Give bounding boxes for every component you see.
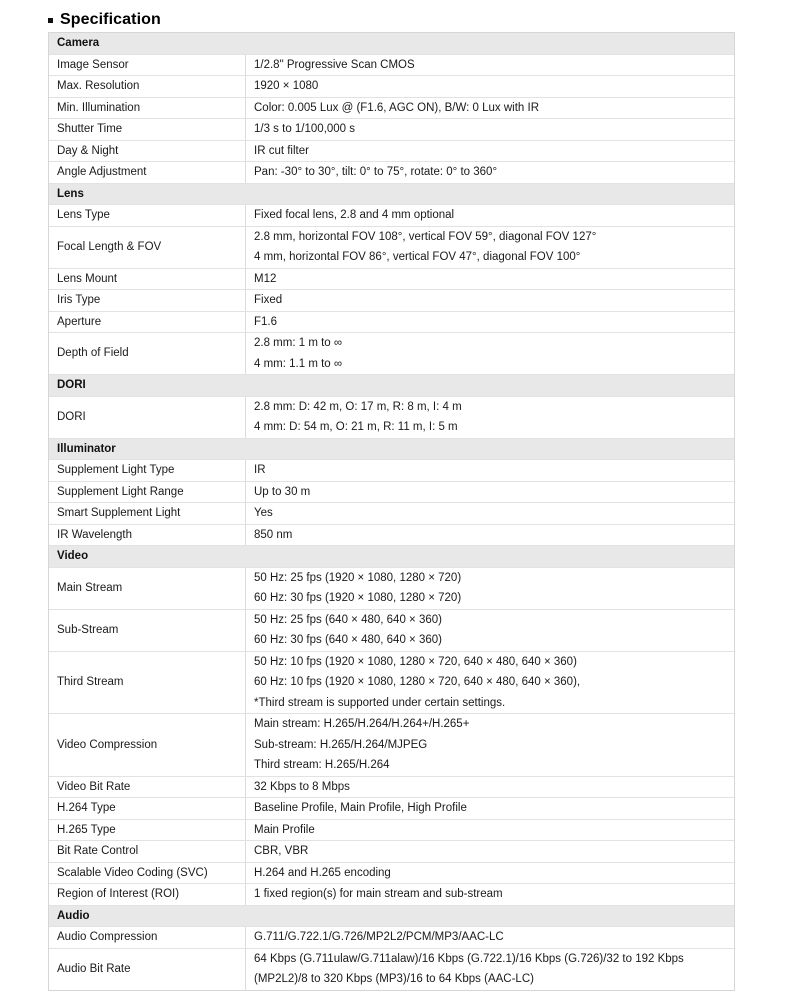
spec-value-line: Third stream: H.265/H.264 [254, 759, 390, 771]
spec-label: Supplement Light Type [49, 460, 246, 481]
spec-value [246, 503, 734, 524]
spec-row [49, 776, 734, 798]
spec-value-line: Up to 30 m [254, 485, 311, 498]
spec-value-line: 1 fixed region(s) for main stream and sub-stream [254, 888, 503, 900]
spec-value-line: 50 Hz: 25 fps (1920 × 1080, 1280 × 720) [254, 571, 462, 584]
spec-row [49, 502, 734, 524]
spec-value-line: 60 Hz: 10 fps (1920 × 1080, 1280 × 720, 640 × 480, 640 × 360), [254, 676, 581, 688]
spec-value [246, 98, 734, 119]
spec-row [49, 819, 734, 841]
spec-value [246, 397, 734, 438]
spec-value [246, 714, 734, 776]
spec-row [49, 204, 734, 226]
spec-value [246, 927, 734, 948]
page-title-row [48, 9, 800, 31]
spec-label: Smart Supplement Light [49, 503, 246, 524]
spec-value [246, 482, 734, 503]
square-bullet-icon [48, 18, 53, 23]
spec-value [246, 205, 734, 226]
spec-value-line: 60 Hz: 30 fps (1920 × 1080, 1280 × 720) [254, 592, 462, 604]
spec-row [49, 226, 734, 268]
spec-row [49, 459, 734, 481]
spec-label: Min. Illumination [49, 98, 246, 119]
spec-value-line: 32 Kbps to 8 Mbps [254, 780, 350, 793]
spec-value [246, 312, 734, 333]
spec-value-line: 1/3 s to 1/100,000 s [254, 123, 356, 135]
spec-value-line: 50 Hz: 10 fps (1920 × 1080, 1280 × 720, 640 × 480, 640 × 360) [254, 655, 577, 668]
spec-value-line: 1/2.8" Progressive Scan CMOS [254, 58, 415, 71]
spec-value [246, 333, 734, 374]
spec-label: Focal Length & FOV [49, 227, 246, 268]
spec-label: Depth of Field [49, 333, 246, 374]
spec-value [246, 269, 734, 290]
spec-row [49, 268, 734, 290]
spec-label: Angle Adjustment [49, 162, 246, 183]
spec-value [246, 568, 734, 609]
spec-value-line: G.711/G.722.1/G.726/MP2L2/PCM/MP3/AAC-LC [254, 931, 504, 943]
spec-value-line: (MP2L2)/8 to 320 Kbps (MP3)/16 to 64 Kbps (AAC-LC) [254, 973, 534, 985]
spec-value-line: Color: 0.005 Lux @ (F1.6, AGC ON), B/W: 0 Lux with IR [254, 101, 540, 114]
spec-value [246, 141, 734, 162]
spec-row [49, 161, 734, 183]
spec-label: Lens Type [49, 205, 246, 226]
spec-value-line: Baseline Profile, Main Profile, High Profile [254, 802, 467, 814]
page-title: Specification [60, 11, 161, 28]
section-header-dori: DORI [49, 374, 734, 396]
section-header-audio: Audio [49, 905, 734, 927]
spec-value-line: 60 Hz: 30 fps (640 × 480, 640 × 360) [254, 634, 442, 646]
spec-label: Sub-Stream [49, 610, 246, 651]
spec-value-line: IR [254, 464, 266, 476]
spec-value-line: 2.8 mm: 1 m to ∞ [254, 337, 343, 349]
spec-label: Video Bit Rate [49, 777, 246, 798]
spec-value [246, 841, 734, 862]
spec-label: DORI [49, 397, 246, 438]
spec-value-line: Fixed [254, 294, 283, 306]
spec-value [246, 290, 734, 311]
spec-row [49, 54, 734, 76]
spec-value [246, 460, 734, 481]
spec-value-line: CBR, VBR [254, 845, 309, 857]
spec-value-line: Pan: -30° to 30°, tilt: 0° to 75°, rotate: 0° to 360° [254, 166, 498, 178]
spec-row [49, 651, 734, 714]
spec-value-line: Main stream: H.265/H.264/H.264+/H.265+ [254, 718, 470, 730]
spec-row [49, 524, 734, 546]
spec-value-line: M12 [254, 272, 277, 285]
spec-row [49, 97, 734, 119]
section-header-lens: Lens [49, 183, 734, 205]
spec-row [49, 840, 734, 862]
spec-value [246, 949, 734, 990]
section-header-camera: Camera [49, 33, 734, 54]
spec-row [49, 75, 734, 97]
spec-label: Scalable Video Coding (SVC) [49, 863, 246, 884]
spec-label: Region of Interest (ROI) [49, 884, 246, 905]
spec-value-line: 64 Kbps (G.711ulaw/G.711alaw)/16 Kbps (G.722.1)/16 Kbps (G.726)/32 to 192 Kbps [254, 952, 684, 965]
spec-value-line: F1.6 [254, 315, 278, 328]
spec-value [246, 119, 734, 140]
spec-value-line: 850 nm [254, 528, 293, 541]
spec-row [49, 396, 734, 438]
spec-row [49, 713, 734, 776]
spec-row [49, 948, 734, 990]
spec-value [246, 55, 734, 76]
spec-value-line: 4 mm: D: 54 m, O: 21 m, R: 11 m, I: 5 m [254, 421, 458, 433]
spec-row [49, 118, 734, 140]
spec-value-line: 50 Hz: 25 fps (640 × 480, 640 × 360) [254, 613, 442, 626]
spec-label: Lens Mount [49, 269, 246, 290]
spec-value [246, 525, 734, 546]
spec-row [49, 926, 734, 948]
spec-value-line: 2.8 mm, horizontal FOV 108°, vertical FOV 59°, diagonal FOV 127° [254, 230, 597, 243]
spec-label: Day & Night [49, 141, 246, 162]
spec-value [246, 76, 734, 97]
spec-row [49, 311, 734, 333]
spec-label: Supplement Light Range [49, 482, 246, 503]
spec-value [246, 820, 734, 841]
spec-value-line: Main Profile [254, 823, 315, 836]
spec-row [49, 567, 734, 609]
spec-table [48, 32, 735, 991]
spec-row [49, 481, 734, 503]
spec-value [246, 798, 734, 819]
spec-label: H.264 Type [49, 798, 246, 819]
spec-value-line: 4 mm: 1.1 m to ∞ [254, 357, 343, 370]
spec-value-line: 2.8 mm: D: 42 m, O: 17 m, R: 8 m, I: 4 m [254, 400, 462, 413]
spec-value-line: *Third stream is supported under certain settings. [254, 696, 506, 709]
spec-label: Audio Bit Rate [49, 949, 246, 990]
spec-value [246, 227, 734, 268]
spec-value-line: 4 mm, horizontal FOV 86°, vertical FOV 47°, diagonal FOV 100° [254, 251, 581, 263]
spec-label: H.265 Type [49, 820, 246, 841]
spec-value-line: H.264 and H.265 encoding [254, 866, 391, 879]
spec-label: Audio Compression [49, 927, 246, 948]
spec-value-line: 1920 × 1080 [254, 80, 319, 92]
spec-label: Main Stream [49, 568, 246, 609]
spec-value-line: IR cut filter [254, 144, 309, 157]
spec-value [246, 777, 734, 798]
spec-label: Image Sensor [49, 55, 246, 76]
spec-label: IR Wavelength [49, 525, 246, 546]
spec-label: Aperture [49, 312, 246, 333]
section-header-video: Video [49, 545, 734, 567]
spec-value [246, 863, 734, 884]
spec-row [49, 609, 734, 651]
spec-label: Max. Resolution [49, 76, 246, 97]
spec-row [49, 797, 734, 819]
spec-value [246, 162, 734, 183]
spec-label: Shutter Time [49, 119, 246, 140]
spec-value-line: Yes [254, 507, 273, 519]
spec-label: Third Stream [49, 652, 246, 714]
spec-label: Video Compression [49, 714, 246, 776]
spec-value [246, 884, 734, 905]
spec-row [49, 140, 734, 162]
spec-row [49, 289, 734, 311]
spec-label: Bit Rate Control [49, 841, 246, 862]
spec-value [246, 652, 734, 714]
spec-value-line: Fixed focal lens, 2.8 and 4 mm optional [254, 209, 455, 221]
spec-row [49, 883, 734, 905]
section-header-illuminator: Illuminator [49, 438, 734, 460]
spec-label: Iris Type [49, 290, 246, 311]
spec-value [246, 610, 734, 651]
spec-row [49, 332, 734, 374]
spec-row [49, 862, 734, 884]
spec-value-line: Sub-stream: H.265/H.264/MJPEG [254, 738, 428, 751]
